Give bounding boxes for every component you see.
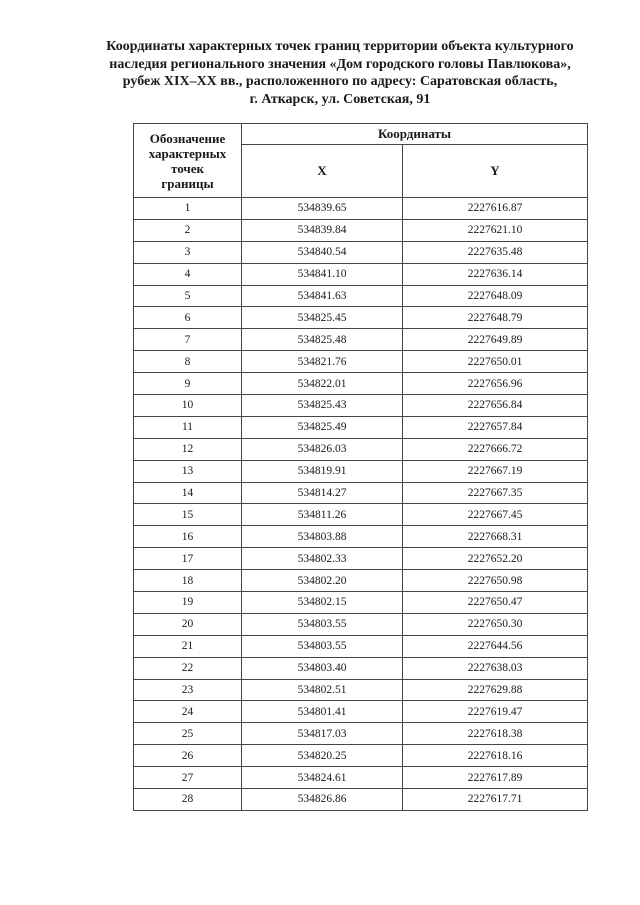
x-coordinate-cell: 534825.48 [242,329,403,351]
point-number-cell: 27 [134,767,242,789]
y-coordinate-cell: 2227650.30 [403,613,588,635]
x-coordinate-cell: 534822.01 [242,373,403,395]
y-coordinate-cell: 2227621.10 [403,219,588,241]
y-coordinate-cell: 2227666.72 [403,438,588,460]
x-coordinate-cell: 534820.25 [242,745,403,767]
table-row [134,767,588,789]
point-number-cell: 20 [134,613,242,635]
x-coordinate-cell: 534840.54 [242,241,403,263]
x-coordinate-cell: 534824.61 [242,767,403,789]
point-number-cell: 28 [134,789,242,811]
point-number-cell: 5 [134,285,242,307]
y-coordinate-cell: 2227657.84 [403,416,588,438]
point-number-cell: 2 [134,219,242,241]
y-coordinate-cell: 2227619.47 [403,701,588,723]
point-number-cell: 15 [134,504,242,526]
x-coordinate-cell: 534801.41 [242,701,403,723]
x-coordinate-cell: 534814.27 [242,482,403,504]
y-coordinate-cell: 2227656.96 [403,373,588,395]
point-number-cell: 12 [134,438,242,460]
y-coordinate-cell: 2227618.38 [403,723,588,745]
point-number-cell: 13 [134,460,242,482]
table-row [134,198,588,220]
table-row [134,548,588,570]
table-row [134,219,588,241]
header-point-line-1: Обозначение [149,130,226,146]
table-row [134,526,588,548]
x-coordinate-cell: 534839.65 [242,198,403,220]
table-row [134,307,588,329]
point-number-cell: 7 [134,329,242,351]
point-number-cell: 26 [134,745,242,767]
point-number-cell: 4 [134,263,242,285]
point-number-cell: 24 [134,701,242,723]
x-coordinate-cell: 534841.10 [242,263,403,285]
table-row [134,351,588,373]
y-coordinate-cell: 2227636.14 [403,263,588,285]
coordinates-table [133,123,588,811]
y-coordinate-cell: 2227638.03 [403,657,588,679]
table-row [134,241,588,263]
point-number-cell: 22 [134,657,242,679]
y-coordinate-cell: 2227648.79 [403,307,588,329]
point-number-cell: 9 [134,373,242,395]
table-row [134,701,588,723]
header-y: Y [403,145,588,198]
y-coordinate-cell: 2227616.87 [403,198,588,220]
title-line-1: Координаты характерных точек границ территории объекта культурного [106,39,574,54]
y-coordinate-cell: 2227667.35 [403,482,588,504]
table-row [134,395,588,417]
table-row [134,723,588,745]
point-number-cell: 6 [134,307,242,329]
point-number-cell: 19 [134,592,242,614]
x-coordinate-cell: 534802.33 [242,548,403,570]
point-number-cell: 14 [134,482,242,504]
x-coordinate-cell: 534825.45 [242,307,403,329]
y-coordinate-cell: 2227649.89 [403,329,588,351]
point-number-cell: 11 [134,416,242,438]
x-coordinate-cell: 534811.26 [242,504,403,526]
title-line-3: рубеж XIX–XX вв., расположенного по адресу: Саратовская область, [122,74,558,89]
coordinates-table-body [134,198,588,811]
table-row [134,789,588,811]
x-coordinate-cell: 534826.86 [242,789,403,811]
table-row [134,285,588,307]
point-number-cell: 16 [134,526,242,548]
y-coordinate-cell: 2227629.88 [403,679,588,701]
title-line-4: г. Аткарск, ул. Советская, 91 [249,91,431,107]
document-title [60,38,620,108]
point-number-cell: 18 [134,570,242,592]
point-number-cell: 17 [134,548,242,570]
table-row [134,482,588,504]
point-number-cell: 25 [134,723,242,745]
y-coordinate-cell: 2227617.71 [403,789,588,811]
y-coordinate-cell: 2227668.31 [403,526,588,548]
table-row [134,460,588,482]
x-coordinate-cell: 534821.76 [242,351,403,373]
table-row [134,745,588,767]
table-row [134,416,588,438]
header-point-designation [134,124,242,198]
point-number-cell: 23 [134,679,242,701]
x-coordinate-cell: 534841.63 [242,285,403,307]
title-line-2: наследия регионального значения «Дом городского головы Павлюкова», [109,56,571,72]
x-coordinate-cell: 534803.55 [242,635,403,657]
y-coordinate-cell: 2227667.45 [403,504,588,526]
y-coordinate-cell: 2227652.20 [403,548,588,570]
table-row [134,438,588,460]
y-coordinate-cell: 2227667.19 [403,460,588,482]
x-coordinate-cell: 534802.15 [242,592,403,614]
x-coordinate-cell: 534803.40 [242,657,403,679]
table-row [134,592,588,614]
table-row [134,635,588,657]
x-coordinate-cell: 534803.55 [242,613,403,635]
y-coordinate-cell: 2227656.84 [403,395,588,417]
point-number-cell: 3 [134,241,242,263]
y-coordinate-cell: 2227650.01 [403,351,588,373]
header-point-line-4: границы [161,175,214,191]
x-coordinate-cell: 534803.88 [242,526,403,548]
x-coordinate-cell: 534819.91 [242,460,403,482]
point-number-cell: 10 [134,395,242,417]
table-row [134,373,588,395]
table-row [134,504,588,526]
x-coordinate-cell: 534802.51 [242,679,403,701]
header-point-line-2: характерных [148,145,227,161]
x-coordinate-cell: 534825.43 [242,395,403,417]
table-row [134,613,588,635]
x-coordinate-cell: 534802.20 [242,570,403,592]
point-number-cell: 1 [134,198,242,220]
x-coordinate-cell: 534825.49 [242,416,403,438]
table-row [134,263,588,285]
table-row [134,329,588,351]
y-coordinate-cell: 2227650.47 [403,592,588,614]
y-coordinate-cell: 2227618.16 [403,745,588,767]
y-coordinate-cell: 2227644.56 [403,635,588,657]
x-coordinate-cell: 534839.84 [242,219,403,241]
header-point-line-3: точек [171,160,204,176]
x-coordinate-cell: 534826.03 [242,438,403,460]
y-coordinate-cell: 2227650.98 [403,570,588,592]
x-coordinate-cell: 534817.03 [242,723,403,745]
table-row [134,570,588,592]
table-row [134,679,588,701]
y-coordinate-cell: 2227635.48 [403,241,588,263]
point-number-cell: 21 [134,635,242,657]
header-x: X [242,145,403,198]
y-coordinate-cell: 2227617.89 [403,767,588,789]
point-number-cell: 8 [134,351,242,373]
header-coordinates: Координаты [242,124,588,145]
table-row [134,657,588,679]
y-coordinate-cell: 2227648.09 [403,285,588,307]
